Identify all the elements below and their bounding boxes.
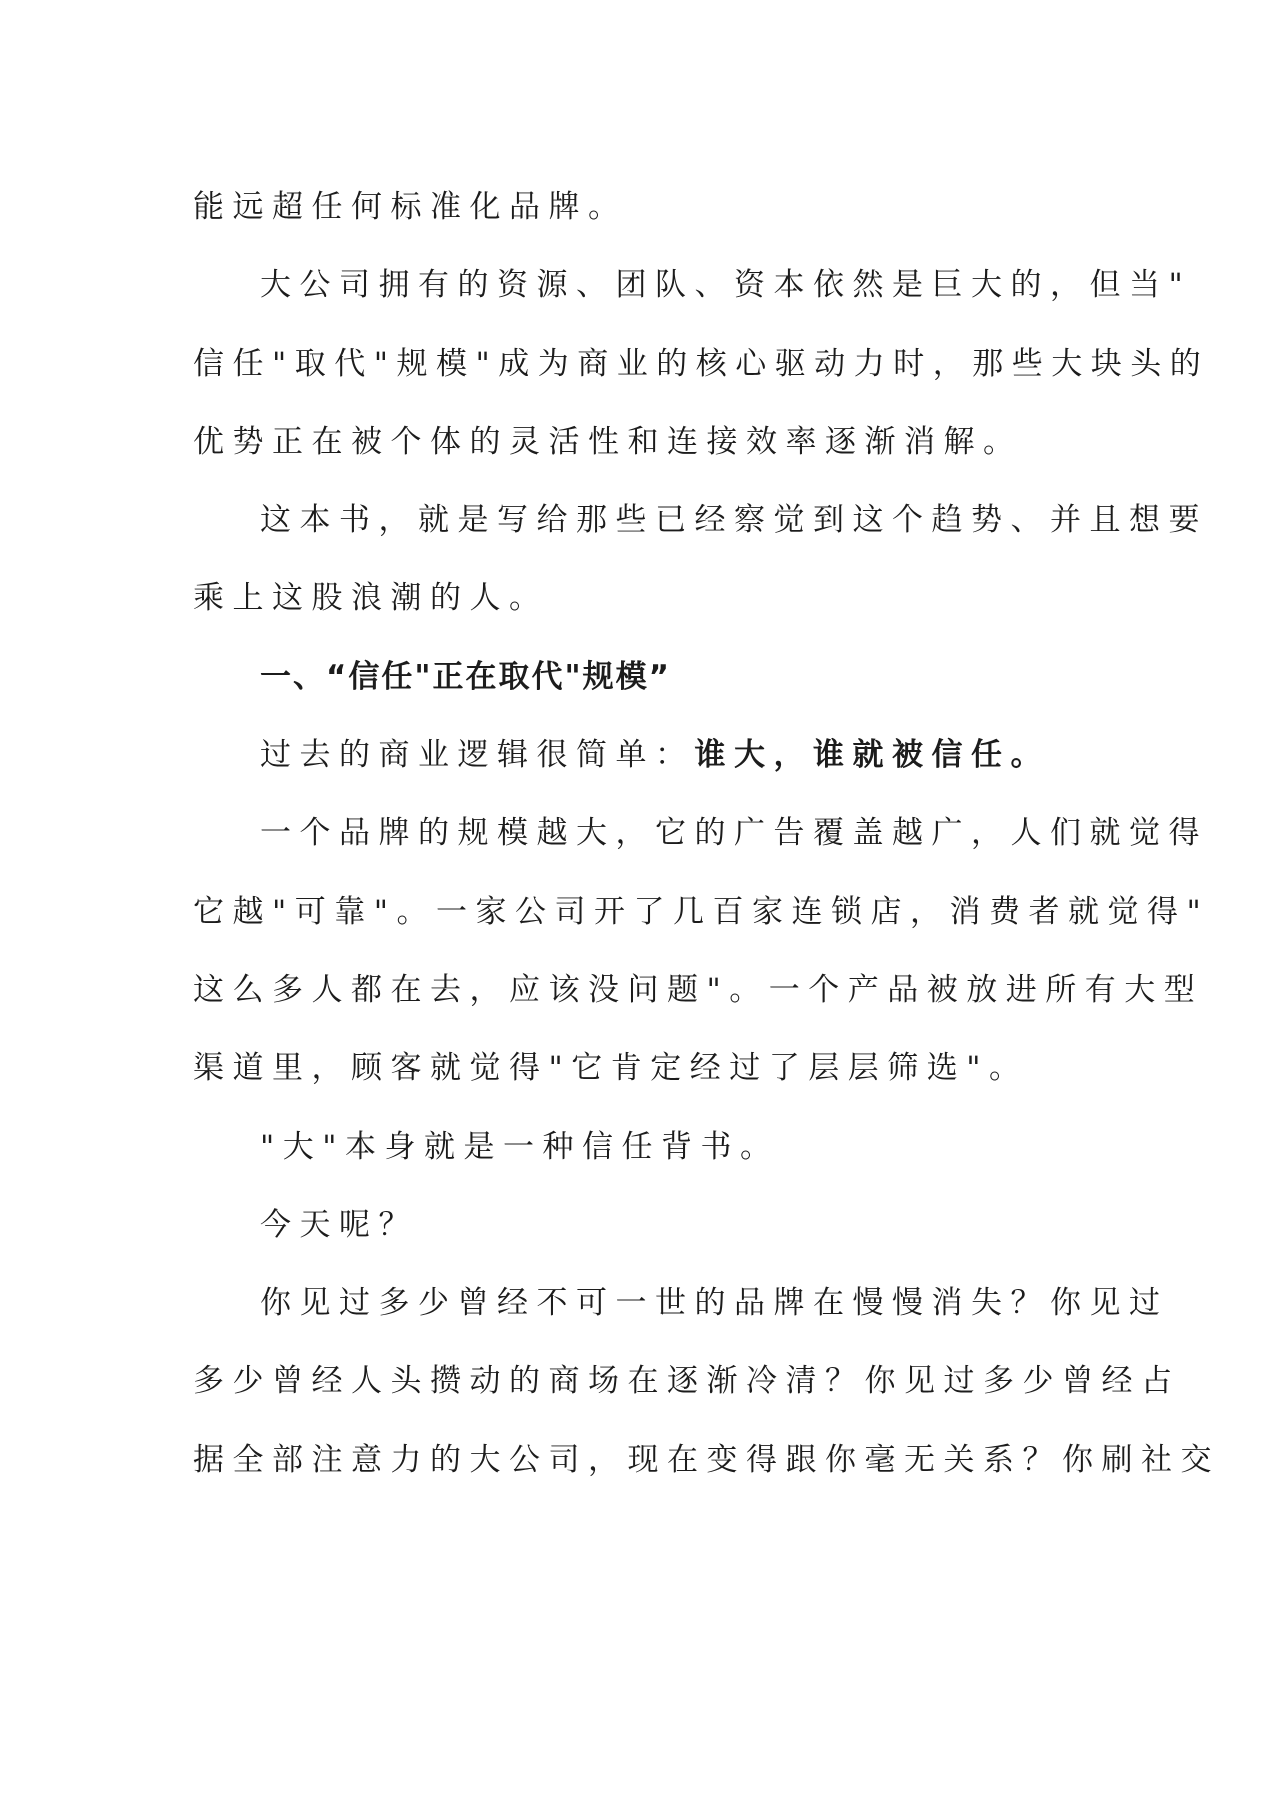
lead-text: 过去的商业逻辑很简单：: [260, 737, 695, 774]
paragraph-line: 一个品牌的规模越大，它的广告覆盖越广，人们就觉得: [260, 815, 1208, 852]
paragraph-line: 优势正在被个体的灵活性和连接效率逐渐消解。: [193, 423, 1023, 460]
paragraph-line: 据全部注意力的大公司，现在变得跟你毫无关系？你刷社交: [193, 1441, 1220, 1478]
paragraph-line: 大公司拥有的资源、团队、资本依然是巨大的，但当": [260, 267, 1192, 304]
emphasis-text: 谁大，谁就被信任。: [694, 737, 1050, 774]
paragraph-line: 多少曾经人头攒动的商场在逐渐冷清？你见过多少曾经占: [193, 1363, 1181, 1400]
paragraph-line: 乘上这股浪潮的人。: [193, 580, 549, 617]
paragraph-line: [193, 716, 1093, 794]
paragraph-line: 这么多人都在去，应该没问题"。一个产品被放进所有大型: [193, 971, 1204, 1008]
paragraph-line: 信任"取代"规模"成为商业的核心驱动力时，那些大块头的: [193, 345, 1210, 382]
paragraph-line: 能远超任何标准化品牌。: [193, 189, 628, 225]
document-body: [193, 168, 1220, 1499]
paragraph-line: 你见过多少曾经不可一世的品牌在慢慢消失？你见过: [260, 1285, 1169, 1322]
paragraph-line: 它越"可靠"。一家公司开了几百家连锁店，消费者就觉得": [193, 893, 1210, 930]
section-heading: 一、“信任"正在取代"规模”: [260, 658, 672, 695]
paragraph-line: 今天呢？: [260, 1206, 418, 1243]
paragraph-line: 这本书，就是写给那些已经察觉到这个趋势、并且想要: [260, 502, 1208, 539]
paragraph-line: "大"本身就是一种信任背书。: [260, 1128, 780, 1165]
paragraph-line: 渠道里，顾客就觉得"它肯定经过了层层筛选"。: [193, 1050, 1029, 1087]
